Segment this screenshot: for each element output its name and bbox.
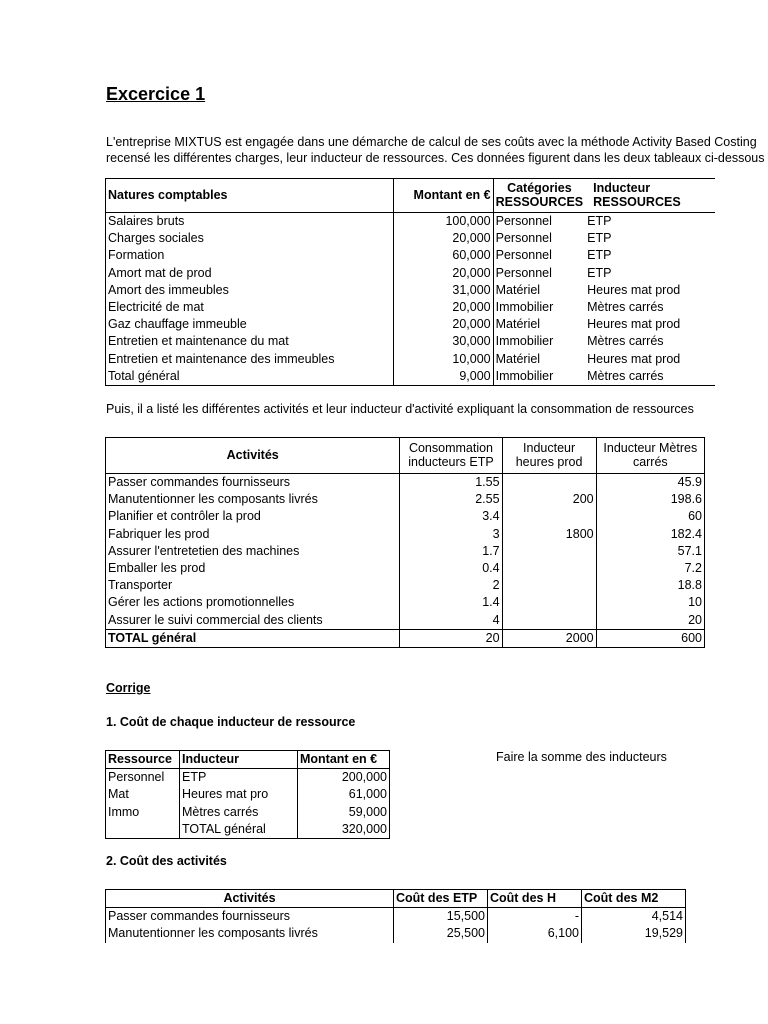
heures-cell <box>502 612 596 630</box>
montant-cell: 20,000 <box>393 299 493 316</box>
inducteur-cell: Heures mat prod <box>587 351 681 366</box>
inducteur-cell: ETP <box>180 769 298 787</box>
etp-cell: 3 <box>400 526 502 543</box>
categorie-cell: Immobilier <box>495 334 554 349</box>
total-heures: 2000 <box>502 629 596 647</box>
charges-table-container <box>105 178 692 386</box>
header-cout-m2: Coût des M2 <box>582 890 686 908</box>
heures-cell <box>502 594 596 611</box>
activities-table <box>105 437 705 648</box>
cout-etp-cell: 25,500 <box>394 925 488 942</box>
inducteur-cell: Mètres carrés <box>180 804 298 821</box>
m2-cell: 60 <box>596 508 704 525</box>
m2-cell: 57.1 <box>596 543 704 560</box>
nature-cell: Amort mat de prod <box>106 265 394 282</box>
activity-cost-body <box>106 908 686 943</box>
etp-cell: 1.4 <box>400 594 502 611</box>
activities-intro: Puis, il a listé les différentes activités et leur inducteur d'activité expliquant la consommation de ressources <box>106 402 694 416</box>
etp-cell: 2 <box>400 577 502 594</box>
montant-cell: 61,000 <box>298 786 390 803</box>
m2-cell: 45.9 <box>596 474 704 492</box>
table-row <box>106 821 390 839</box>
inducteur-cell: Heures mat prod <box>587 282 681 297</box>
activite-cell: Manutentionner les composants livrés <box>106 925 394 942</box>
charges-table-body <box>106 213 716 386</box>
inducteur-cell: ETP <box>587 214 612 228</box>
table-row <box>106 474 705 492</box>
header-cout-h: Coût des H <box>488 890 582 908</box>
etp-cell: 0.4 <box>400 560 502 577</box>
table-row <box>106 230 716 247</box>
inducteur-cell: Mètres carrés <box>585 368 715 386</box>
montant-cell: 30,000 <box>393 333 493 350</box>
table-row <box>106 560 705 577</box>
header-activites: Activités <box>106 438 400 474</box>
header-metres-carres: Inducteur Mètres carrés <box>596 438 704 474</box>
activities-total-row <box>106 629 705 647</box>
table-row <box>106 804 390 821</box>
montant-cell: 20,000 <box>393 230 493 247</box>
header-heures-prod: Inducteur heures prod <box>502 438 596 474</box>
nature-cell: Gaz chauffage immeuble <box>106 316 394 333</box>
nature-cell: Charges sociales <box>106 230 394 247</box>
montant-cell: 60,000 <box>393 247 493 264</box>
activite-cell: Assurer le suivi commercial des clients <box>106 612 400 630</box>
total-etp: 20 <box>400 629 502 647</box>
table-row <box>106 508 705 525</box>
m2-cell: 18.8 <box>596 577 704 594</box>
heures-cell <box>502 474 596 492</box>
charges-table-header <box>106 179 716 213</box>
montant-cell: 10,000 <box>393 351 493 368</box>
activity-cost-table <box>105 889 686 943</box>
table-row <box>106 543 705 560</box>
m2-cell: 198.6 <box>596 491 704 508</box>
etp-cell: 2.55 <box>400 491 502 508</box>
table-row <box>106 213 716 231</box>
total-label: TOTAL général <box>106 629 400 647</box>
page-title: Excercice 1 <box>106 84 206 104</box>
activities-table-header <box>106 438 705 474</box>
table-row <box>106 368 716 386</box>
inducteur-cell: ETP <box>587 265 612 280</box>
inducteur-cell: Heures mat prod <box>587 317 681 332</box>
cout-h-cell: - <box>488 908 582 926</box>
m2-cell: 20 <box>596 612 704 630</box>
cout-etp-cell: 15,500 <box>394 908 488 926</box>
activite-cell: Fabriquer les prod <box>106 526 400 543</box>
header-inducteur-3: Inducteur <box>180 751 298 769</box>
activite-cell: Passer commandes fournisseurs <box>106 908 394 926</box>
ressource-cell <box>106 821 180 839</box>
table-row <box>106 594 705 611</box>
intro-line-2: recensé les différentes charges, leur inducteur de ressources. Ces données figurent dans les deux tableaux ci-dessous <box>106 151 765 165</box>
nature-cell: Formation <box>106 247 394 264</box>
table-row <box>106 769 390 787</box>
ressource-cell: Personnel <box>106 769 180 787</box>
header-ressource: Ressource <box>106 751 180 769</box>
cout-m2-cell: 19,529 <box>582 925 686 942</box>
activite-cell: Manutentionner les composants livrés <box>106 491 400 508</box>
categorie-cell: Matériel <box>495 317 541 332</box>
table-row <box>106 316 716 333</box>
table-row <box>106 247 716 264</box>
resource-cost-body <box>106 769 390 839</box>
inducteur-cell: Heures mat pro <box>180 786 298 803</box>
etp-cell: 4 <box>400 612 502 630</box>
table-row <box>106 612 705 630</box>
activite-cell: Assurer l'entretetien des machines <box>106 543 400 560</box>
table-row <box>106 577 705 594</box>
header-montant-3: Montant en € <box>298 751 390 769</box>
table-row <box>106 786 390 803</box>
m2-cell: 182.4 <box>596 526 704 543</box>
categorie-cell: Immobilier <box>495 300 554 315</box>
inducteur-cell: ETP <box>587 231 612 246</box>
categorie-cell: Matériel <box>495 351 541 366</box>
activities-table-body <box>106 474 705 630</box>
activite-cell: Emballer les prod <box>106 560 400 577</box>
montant-cell: 31,000 <box>393 282 493 299</box>
categorie-cell: Immobilier <box>493 368 585 386</box>
intro-line-1: L'entreprise MIXTUS est engagée dans une démarche de calcul de ses coûts avec la méthode Activity Based Costing <box>106 135 757 149</box>
categorie-cell: Personnel <box>495 231 552 246</box>
header-categories: Catégories RESSOURCES <box>493 179 585 213</box>
nature-cell: Entretien et maintenance du mat <box>106 333 394 350</box>
inducteur-cell: Mètres carrés <box>587 300 664 315</box>
cout-m2-cell: 4,514 <box>582 908 686 926</box>
table-row <box>106 299 716 316</box>
section-2-heading: 2. Coût des activités <box>106 854 227 868</box>
m2-cell: 10 <box>596 594 704 611</box>
heures-cell <box>502 560 596 577</box>
heures-cell <box>502 508 596 525</box>
montant-cell: 100,000 <box>393 213 493 231</box>
etp-cell: 1.7 <box>400 543 502 560</box>
table-row <box>106 491 705 508</box>
header-montant: Montant en € <box>393 179 493 213</box>
activity-cost-header <box>106 890 686 908</box>
table-row <box>106 925 686 942</box>
heures-cell: 1800 <box>502 526 596 543</box>
categorie-cell: Personnel <box>495 265 552 280</box>
corrige-heading: Corrige <box>106 681 151 695</box>
header-inducteur: Inducteur RESSOURCES <box>585 179 715 213</box>
activite-cell: Gérer les actions promotionnelles <box>106 594 400 611</box>
table-row <box>106 351 716 368</box>
categorie-cell: Personnel <box>495 248 552 263</box>
categorie-cell: Personnel <box>495 214 552 228</box>
ressource-cell: Mat <box>106 786 180 803</box>
charges-table <box>105 178 715 386</box>
header-cout-etp: Coût des ETP <box>394 890 488 908</box>
nature-cell: Total général <box>106 368 394 386</box>
header-conso-etp: Consommation inducteurs ETP <box>400 438 502 474</box>
inducteur-cell: Mètres carrés <box>587 334 664 349</box>
heures-cell: 200 <box>502 491 596 508</box>
resource-cost-table <box>105 750 390 839</box>
ressource-cell: Immo <box>106 804 180 821</box>
table-row <box>106 908 686 926</box>
table-row <box>106 333 716 350</box>
m2-cell: 7.2 <box>596 560 704 577</box>
sum-note: Faire la somme des inducteurs <box>496 750 667 764</box>
montant-cell: 20,000 <box>393 316 493 333</box>
heures-cell <box>502 577 596 594</box>
inducteur-cell: ETP <box>587 248 612 263</box>
table-row <box>106 282 716 299</box>
resource-cost-header <box>106 751 390 769</box>
table-row <box>106 526 705 543</box>
header-activites-4: Activités <box>106 890 394 908</box>
activities-table-container <box>105 437 702 647</box>
cout-h-cell: 6,100 <box>488 925 582 942</box>
activite-cell: Passer commandes fournisseurs <box>106 474 400 492</box>
total-m2: 600 <box>596 629 704 647</box>
montant-cell: 200,000 <box>298 769 390 787</box>
montant-cell: 59,000 <box>298 804 390 821</box>
montant-cell: 320,000 <box>298 821 390 839</box>
etp-cell: 1.55 <box>400 474 502 492</box>
categorie-cell: Matériel <box>495 282 541 297</box>
table-row <box>106 265 716 282</box>
activite-cell: Transporter <box>106 577 400 594</box>
activite-cell: Planifier et contrôler la prod <box>106 508 400 525</box>
etp-cell: 3.4 <box>400 508 502 525</box>
heures-cell <box>502 543 596 560</box>
nature-cell: Entretien et maintenance des immeubles <box>106 351 394 368</box>
nature-cell: Amort des immeubles <box>106 282 394 299</box>
inducteur-cell: TOTAL général <box>180 821 298 839</box>
header-natures: Natures comptables <box>106 179 394 213</box>
section-1-heading: 1. Coût de chaque inducteur de ressource <box>106 715 356 729</box>
nature-cell: Electricité de mat <box>106 299 394 316</box>
montant-cell: 9,000 <box>393 368 493 386</box>
nature-cell: Salaires bruts <box>106 213 394 231</box>
montant-cell: 20,000 <box>393 265 493 282</box>
